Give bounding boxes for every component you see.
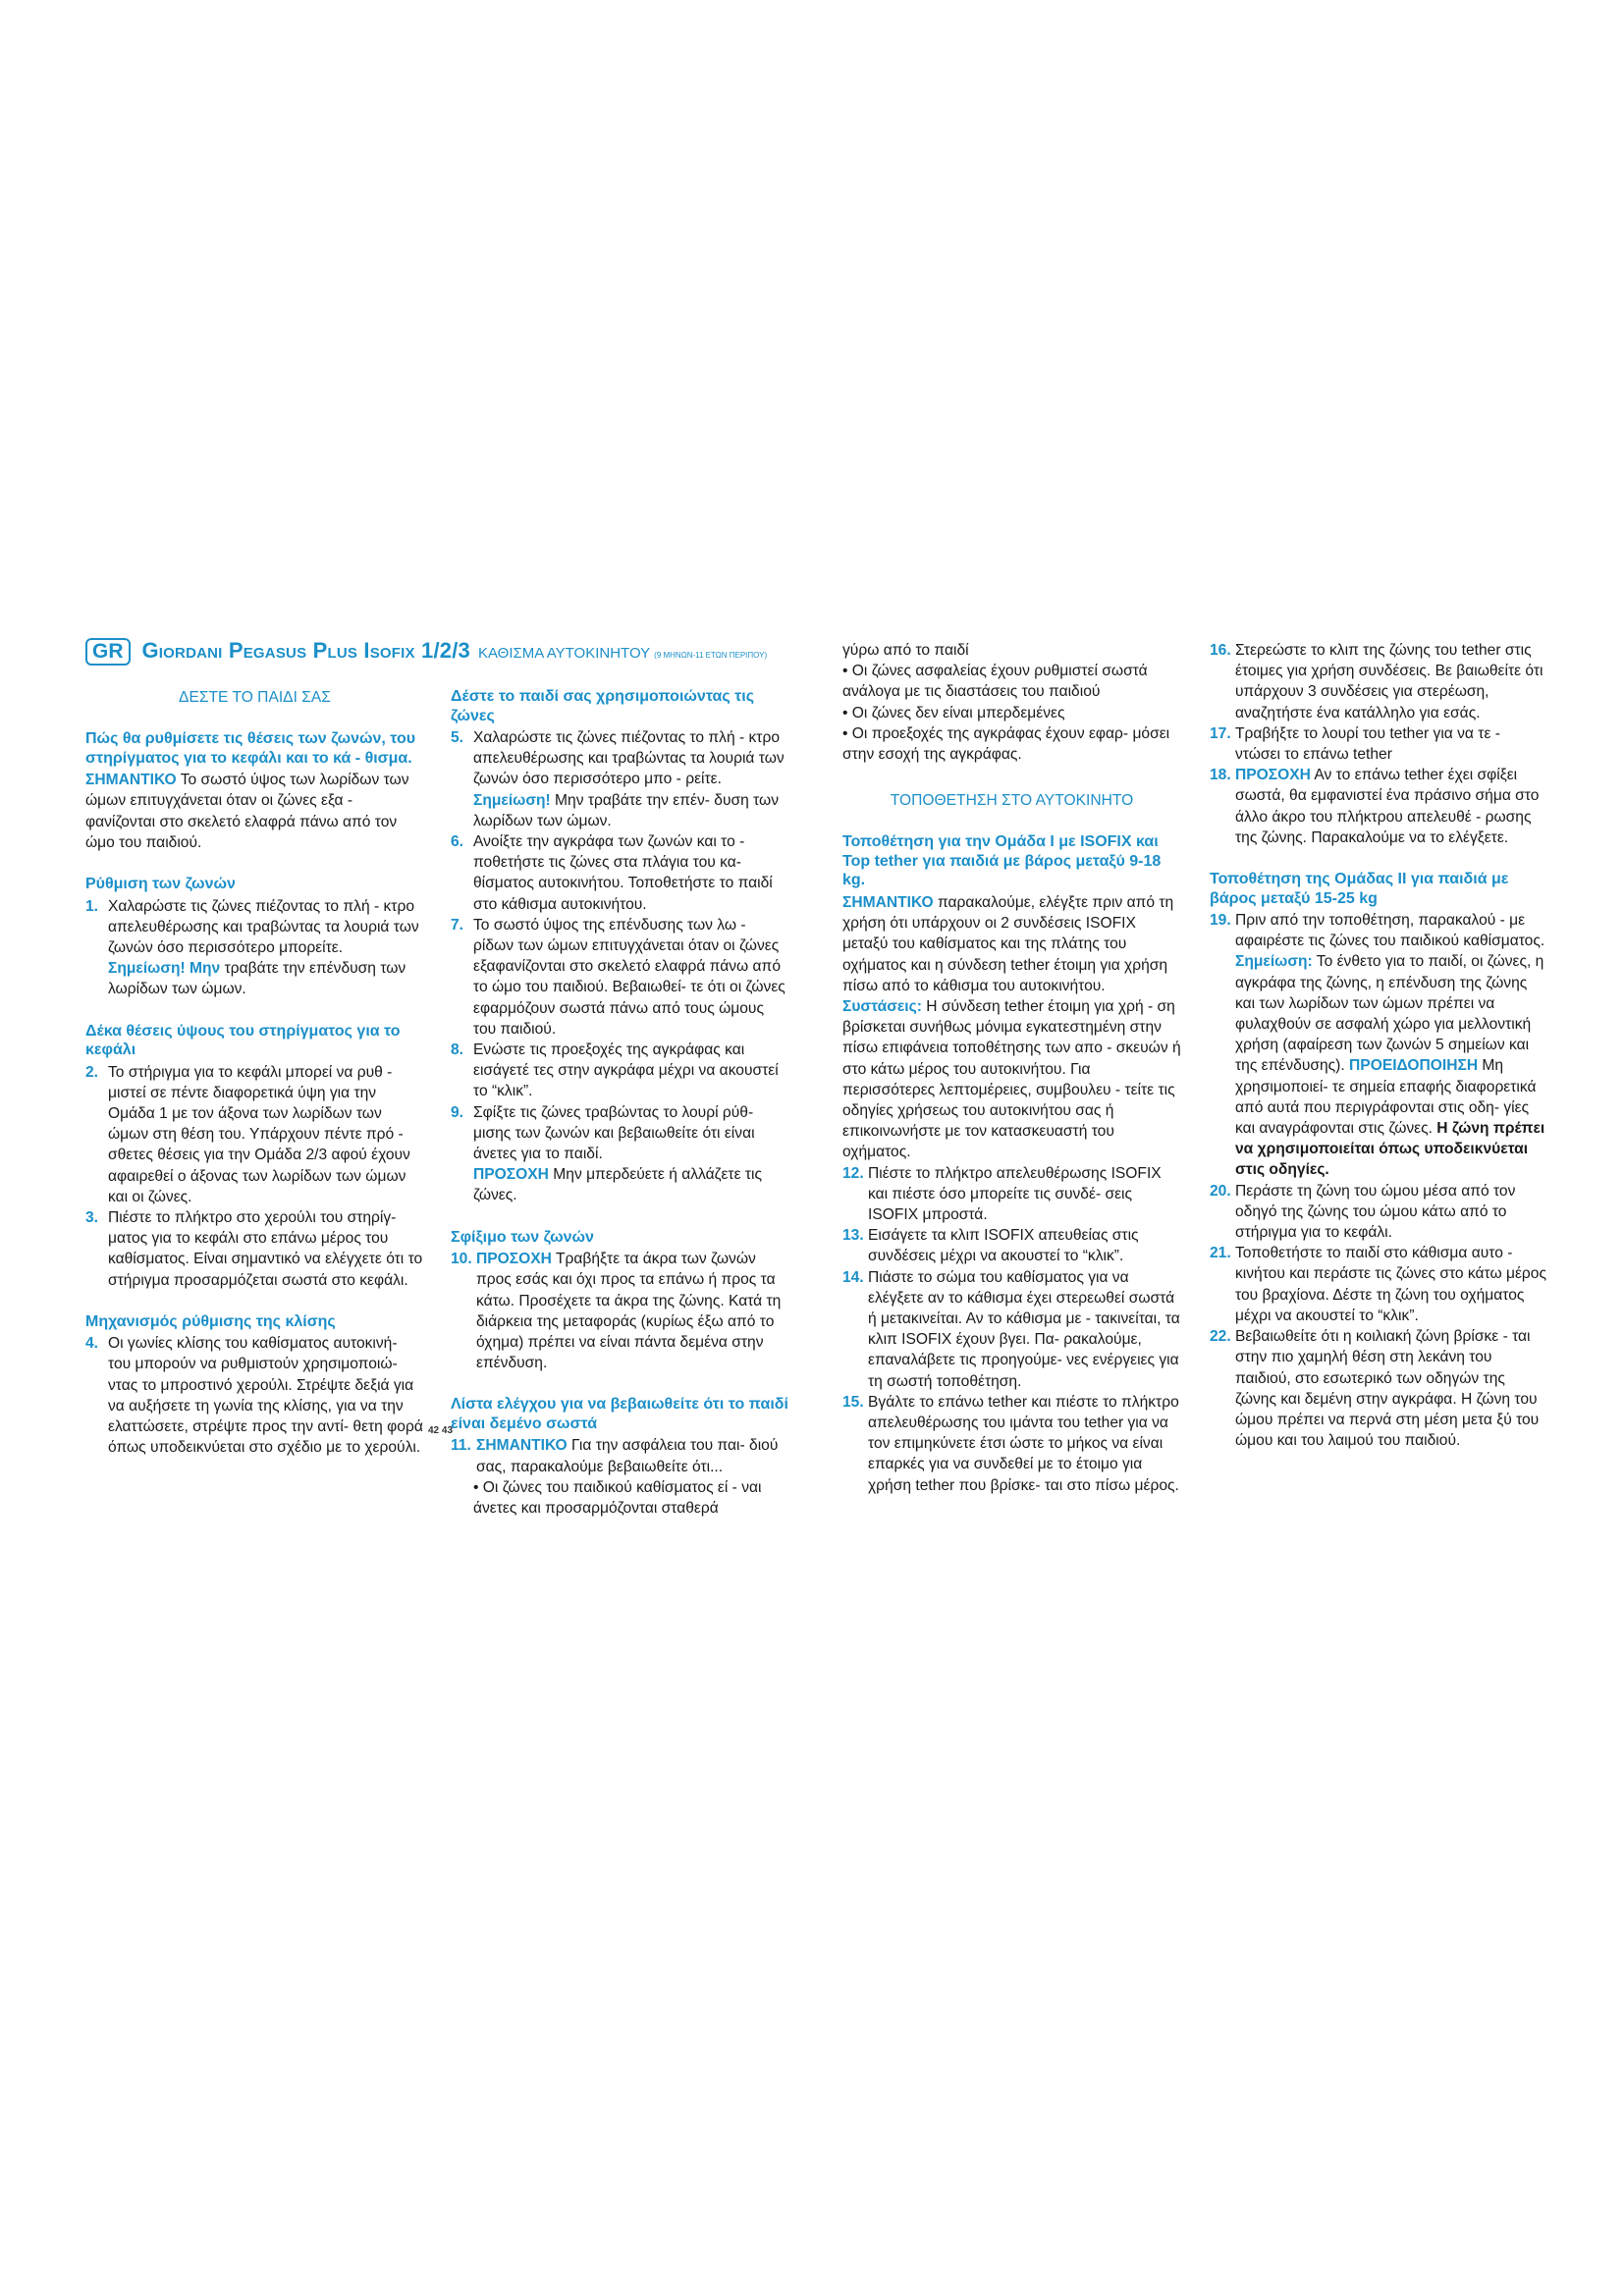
product-title: Giordani Pegasus Plus Isofix 1/2/3 xyxy=(141,638,470,663)
important-paragraph: ΣΗΜΑΝΤΙΚΟ Το σωστό ύψος των λωρίδων των ώμων επιτυγχάνεται όταν οι ζώνες εξα - φανίζονται στο σκελετό ελαφρά πάνω από τον ώμο του παιδιού. xyxy=(85,772,409,851)
section-heading-fasten-child: ΔΕΣΤΕ ΤΟ ΠΑΙΔΙ ΣΑΣ xyxy=(179,689,331,706)
instruction-10: 10. ΠΡΟΣΟΧΗ Τραβήξτε τα άκρα των ζωνών προς εσάς και όχι προς τα επάνω ή προς τα κάτω. Προσέχετε τα άκρα της ζώνης. Κατά τη διάρκεια της μεταφοράς (κυρίως έξω από το όχημα) πρέπει να είναι πάντα δεμένα στην επένδυση. xyxy=(451,1251,782,1372)
instruction-9: 9. Σφίξτε τις ζώνες τραβώντας το λουρί ρύθ- μισης των ζωνών και βεβαιωθείτε ότι είναι άνετες για το παιδί. ΠΡΟΣΟΧΗ Μην μπερδεύετε ή αλλάζετε τις ζώνες. xyxy=(451,1103,763,1204)
instruction-2: 2. Το στήριγμα για το κεφάλι μπορεί να ρυθ - μιστεί σε πέντε διαφορετικά ύψη για την Ομάδα 1 με τον άξονα των λωρίδων των ώμων στη θέση του. Υπάρχουν πέντε πρό - σθετες θέσεις για την Ομάδα 2/3 αφού έχουν αφαιρεθεί ο άξονας των λωρίδων των ώμων και οι ζώνες. xyxy=(85,1063,410,1205)
instruction-17: 17. Τραβήξτε το λουρί του tether για να τε - ντώσει το επάνω tether xyxy=(1210,724,1500,764)
instruction-6: 6. Ανοίξτε την αγκράφα των ζωνών και το - ποθετήστε τις ζώνες στα πλάγια του κα- θίσματος αυτοκινήτου. Τοποθετήστε το παιδί στο κάθισμα αυτοκινήτου. xyxy=(451,833,773,913)
instruction-18: 18. ΠΡΟΣΟΧΗ Αν το επάνω tether έχει σφίξει σωστά, θα εμφανιστεί ένα πράσινο σήμα στο άλλο άκρο του πλήκτρου απελευθέ - ρωσης της ζώνης. Παρακαλούμε να το ελέγξετε. xyxy=(1210,767,1540,846)
instruction-7: 7. Το σωστό ύψος της επένδυσης των λω - ρίδων των ώμων επιτυγχάνεται όταν οι ζώνες εξαφανίζονται στο σκελετό ελαφρά πάνω από το ώμο του παιδιού. Βεβαιωθεί- τε ότι οι ζώνες εφαρμόζουν σωστά πάνω από τους ώμους του παιδιού. xyxy=(451,916,785,1038)
checklist-continued: γύρω από το παιδί xyxy=(842,642,969,659)
important-paragraph: ΣΗΜΑΝΤΙΚΟ παρακαλούμε, ελέγξτε πριν από τη χρήση ότι υπάρχουν οι 2 συνδέσεις ISOFIX μεταξύ του καθίσματος και της πλάτης του οχήματος και η σύνδεση tether έτοιμη για χρήση πίσω από το κάθισμα του αυτοκινήτου. Συστάσεις: Η σύνδεση tether έτοιμη για χρή - ση βρίσκεται συνήθως μόνιμα εγκατεστημένη στην πίσω επιφάνεια τοποθέτησης των απο - σκευών ή στο κάτω μέρος του αυτοκινήτου. Για περισσότερες λεπτομέρειες, συμβουλευ - τείτε τις οδηγίες χρήσεως του αυτοκινήτου σας ή επικοινωνήστε με τον κατασκευαστή του οχήματος. xyxy=(842,893,1181,1161)
product-subtitle: ΚΑΘΙΣΜΑ ΑΥΤΟΚΙΝΗΤΟΥ xyxy=(477,645,651,662)
language-badge: GR xyxy=(85,638,131,666)
instruction-16: 16. Στερεώστε το κλιπ της ζώνης του tether στις έτοιμες για χρήση συνδέσεις. Βε βαιωθείτε ότι υπάρχουν 3 συνδέσεις για στερέωση, αναζητήστε ένα κατάλληλο για εσάς. xyxy=(1210,642,1543,721)
page-numbers: 42 43 xyxy=(428,1425,454,1436)
instruction-3: 3. Πιέστε το πλήκτρο στο χερούλι του στηρίγ- ματος για το κεφάλι στο επάνω μέρος του καθίσματος. Είναι σημαντικό να ελέγχετε ότι το στήριγμα προσαρμόζεται σωστά στο κεφάλι. xyxy=(85,1208,423,1289)
instruction-5: 5. Χαλαρώστε τις ζώνες πιέζοντας το πλή - κτρο απελευθέρωσης και τραβώντας τα λουριά των ζωνών όσο περισσότερο μπο - ρείτε. Σημείωση! Μην τραβάτε την επέν- δυση των λωρίδων των ώμων. xyxy=(451,729,785,829)
subheading-belt-adjust: Ρύθμιση των ζωνών xyxy=(85,876,236,893)
column-1 xyxy=(85,683,424,1458)
important-label: ΣΗΜΑΝΤΙΚΟ xyxy=(85,772,177,789)
instruction-21: 21. Τοποθετήστε το παιδί στο κάθισμα αυτο - κινήτου και περάστε τις ζώνες στο κάτω μέρος του βραχίονα. Δέστε τη ζώνη του οχήματος μέχρι να ακουστεί το “κλικ”. xyxy=(1210,1245,1546,1324)
instruction-12: 12. Πιέστε το πλήκτρο απελευθέρωσης ISOFIX και πιέστε όσο μπορείτε τις συνδέ- σεις ISOFIX μπροστά. xyxy=(842,1164,1162,1223)
column-2 xyxy=(451,687,789,1519)
subheading-fasten-belts: Δέστε το παιδί σας χρησιμοποιώντας τις ζώνες xyxy=(451,688,755,724)
instruction-8: 8. Ενώστε τις προεξοχές της αγκράφας και εισάγετέ τες στην αγκράφα μέχρι να ακουστεί το “κλικ”. xyxy=(451,1041,779,1100)
subheading-group-2: Τοποθέτηση της Ομάδας II για παιδιά με βάρος μεταξύ 15-25 kg xyxy=(1210,871,1509,907)
instruction-20: 20. Περάστε τη ζώνη του ώμου μέσα από τον οδηγό της ζώνης του ώμου κάτω από το στήριγμα για το κεφάλι. xyxy=(1210,1182,1516,1242)
subheading-checklist: Λίστα ελέγχου για να βεβαιωθείτε ότι το παιδί είναι δεμένο σωστά xyxy=(451,1396,788,1432)
instruction-11: 11. ΣΗΜΑΝΤΙΚΟ Για την ασφάλεια του παι- διού σας, παρακαλούμε βεβαιωθείτε ότι... xyxy=(451,1437,779,1475)
checklist-bullet: • Οι ζώνες του παιδικού καθίσματος εί - ναι άνετες και προσαρμόζονται σταθερά xyxy=(473,1478,762,1517)
section-heading-installation: ΤΟΠΟΘΕΤΗΣΗ ΣΤΟ ΑΥΤΟΚΙΝΗΤΟ xyxy=(890,792,1134,810)
instruction-13: 13. Εισάγετε τα κλιπ ISOFIX απευθείας στις συνδέσεις μέχρι να ακουστεί το “κλικ”. xyxy=(842,1227,1139,1265)
age-note: (9 ΜΗΝΩΝ-11 ΕΤΩΝ ΠΕΡΙΠΟΥ) xyxy=(654,651,768,660)
instruction-22: 22. Βεβαιωθείτε ότι η κοιλιακή ζώνη βρίσκε - ται στην πιο χαμηλή θέση στη λεκάνη του παιδιού, στο εσωτερικό των οδηγών της ζώνης και δεμένη στην αγκράφα. Η ζώνη του ώμου πρέπει να περνά στη μέση μετα ξύ του ώμου και του λαιμού του παιδιού. xyxy=(1210,1328,1540,1450)
column-4 xyxy=(1210,640,1548,1451)
column-3 xyxy=(842,640,1181,1496)
instruction-1: 1. Χαλαρώστε τις ζώνες πιέζοντας το πλή - κτρο απελευθέρωσης και τραβώντας τα λουριά των ζωνών όσο περισσότερο μπορείτε. Σημείωση! Μην τραβάτε την επένδυση των λωρίδων των ώμων. xyxy=(85,897,419,998)
subheading-group-1: Τοποθέτηση για την Ομάδα I με ISOFIX και Top tether για παιδιά με βάρος μεταξύ 9-18 kg. xyxy=(842,833,1162,889)
subheading-adjust: Πώς θα ρυθμίσετε τις θέσεις των ζωνών, του στηρίγματος για το κεφάλι και το κά - θισμα. xyxy=(85,730,416,767)
subheading-recline: Μηχανισμός ρύθμισης της κλίσης xyxy=(85,1312,336,1330)
subheading-tighten: Σφίξιμο των ζωνών xyxy=(451,1228,594,1246)
checklist-bullet: • Οι προεξοχές της αγκράφας έχουν εφαρ- μόσει στην εσοχή της αγκράφας. xyxy=(842,724,1170,764)
subheading-headrest: Δέκα θέσεις ύψους του στηρίγματος για το κεφάλι xyxy=(85,1022,401,1059)
instruction-15: 15. Βγάλτε το επάνω tether και πιέστε το πλήκτρο απελευθέρωσης του ιμάντα του tether για να τον επιμηκύνετε έτσι ώστε το μήκος να είναι επαρκές για να συνδεθεί με το έτοιμο για χρήση tether που βρίσκε- ται στο πίσω μέρος. xyxy=(842,1393,1179,1494)
checklist-bullet: • Οι ζώνες δεν είναι μπερδεμένες xyxy=(842,704,1065,721)
document-header xyxy=(85,638,832,673)
instruction-19: 19. Πριν από την τοποθέτηση, παρακαλού - με αφαιρέστε τις ζώνες του παιδικού καθίσματος. Σημείωση: Το ένθετο για το παιδί, οι ζώνες, η αγκράφα της ζώνης, η επένδυση της ζώνης και των λωρίδων των ώμων πρέπει να φυλαχθούν σε ασφαλή χώρο για μελλοντική χρήση (αφαίρεση των ζωνών 5 σημείων και της επένδυσης). ΠΡΟΕΙΔΟΠΟΙΗΣΗ Μη χρησιμοποιεί- τε σημεία επαφής διαφορετικά από αυτά που περιγράφονται στις οδη- γίες και αναγράφονται στις ζώνες. Η ζώνη πρέπει να χρησιμοποιείται όπως υποδεικνύεται στις οδηγίες. xyxy=(1210,912,1545,1179)
instruction-14: 14. Πιάστε το σώμα του καθίσματος για να ελέγξετε αν το κάθισμα έχει στερεωθεί σωστά ή μετακινείται. Αν το κάθισμα με - τακινείται, τα κλιπ ISOFIX έχουν βγει. Πα- ρακαλούμε, επαναλάβετε τις προηγούμε- νες ενέργειες για τη σωστή τοποθέτηση. xyxy=(842,1268,1180,1390)
instruction-4: 4. Οι γωνίες κλίσης του καθίσματος αυτοκινή- του μπορούν να ρυθμιστούν χρησιμοποιώ- ντας το μπροστινό χερούλι. Στρέψτε δεξιά για να αυξήσετε τη γωνία της κλίσης, για να την ελαττώσετε, στρέψτε προς την αντί- θετη φορά όπως υποδεικνύεται στο σχέδιο με το χερούλι. xyxy=(85,1335,423,1457)
checklist-bullet: • Οι ζώνες ασφαλείας έχουν ρυθμιστεί σωστά ανάλογα με τις διαστάσεις του παιδιού xyxy=(842,663,1148,701)
